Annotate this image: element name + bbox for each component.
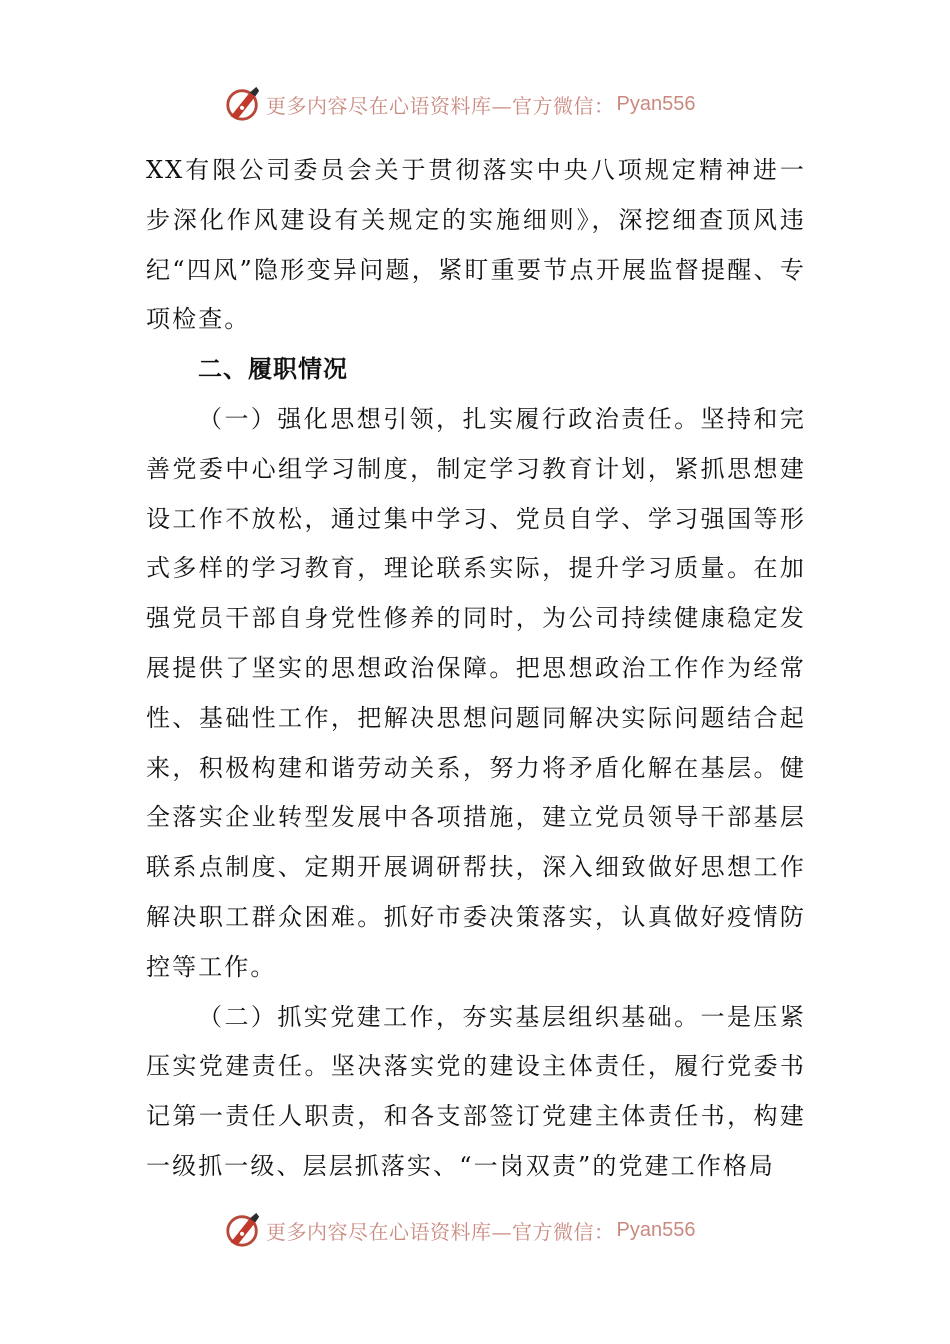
- document-body: [146, 146, 806, 1192]
- footer-watermark: [224, 1208, 744, 1252]
- pen-nib-logo-icon: [224, 85, 262, 123]
- watermark-text: 更多内容尽在心语资料库—官方微信：: [266, 93, 615, 118]
- watermark-wechat-id: Pyan556: [616, 1218, 696, 1241]
- pen-nib-logo-icon: [224, 1211, 262, 1249]
- section-heading: 二、履职情况: [198, 355, 348, 384]
- paragraph-ideological-leadership: （一）强化思想引领，扎实履行政治责任。坚持和完善党委中心组学习制度，制定学习教育计划，紧抓思想建设工作不放松，通过集中学习、党员自学、学习强国等形式多样的学习教育，理论联系实际，提升学习质量。在加强党员干部自身党性修养的同时，为公司持续健康稳定发展提供了坚实的思想政治保障。把思想政治工作作为经常性、基础性工作，把解决思想问题同解决实际问题结合起来，积极构建和谐劳动关系，努力将矛盾化解在基层。健全落实企业转型发展中各项措施，建立党员领导干部基层联系点制度、定期开展调研帮扶，深入细致做好思想工作解决职工群众困难。抓好市委决策落实，认真做好疫情防控等工作。: [146, 404, 806, 981]
- paragraph-party-building: （二）抓实党建工作，夯实基层组织基础。一是压紧压实党建责任。坚决落实党的建设主体责任，履行党委书记第一责任人职责，和各支部签订党建主体责任书，构建一级抓一级、层层抓落实、“一岗双责”的党建工作格局: [146, 1002, 806, 1180]
- watermark-wechat-id: Pyan556: [616, 92, 696, 115]
- watermark-text: 更多内容尽在心语资料库—官方微信：: [266, 1219, 615, 1244]
- paragraph-continued: XX有限公司委员会关于贯彻落实中央八项规定精神进一步深化作风建设有关规定的实施细则》，深挖细查顶风违纪“四风”隐形变异问题，紧盯重要节点开展监督提醒、专项检查。: [146, 156, 806, 334]
- header-watermark: [224, 82, 744, 126]
